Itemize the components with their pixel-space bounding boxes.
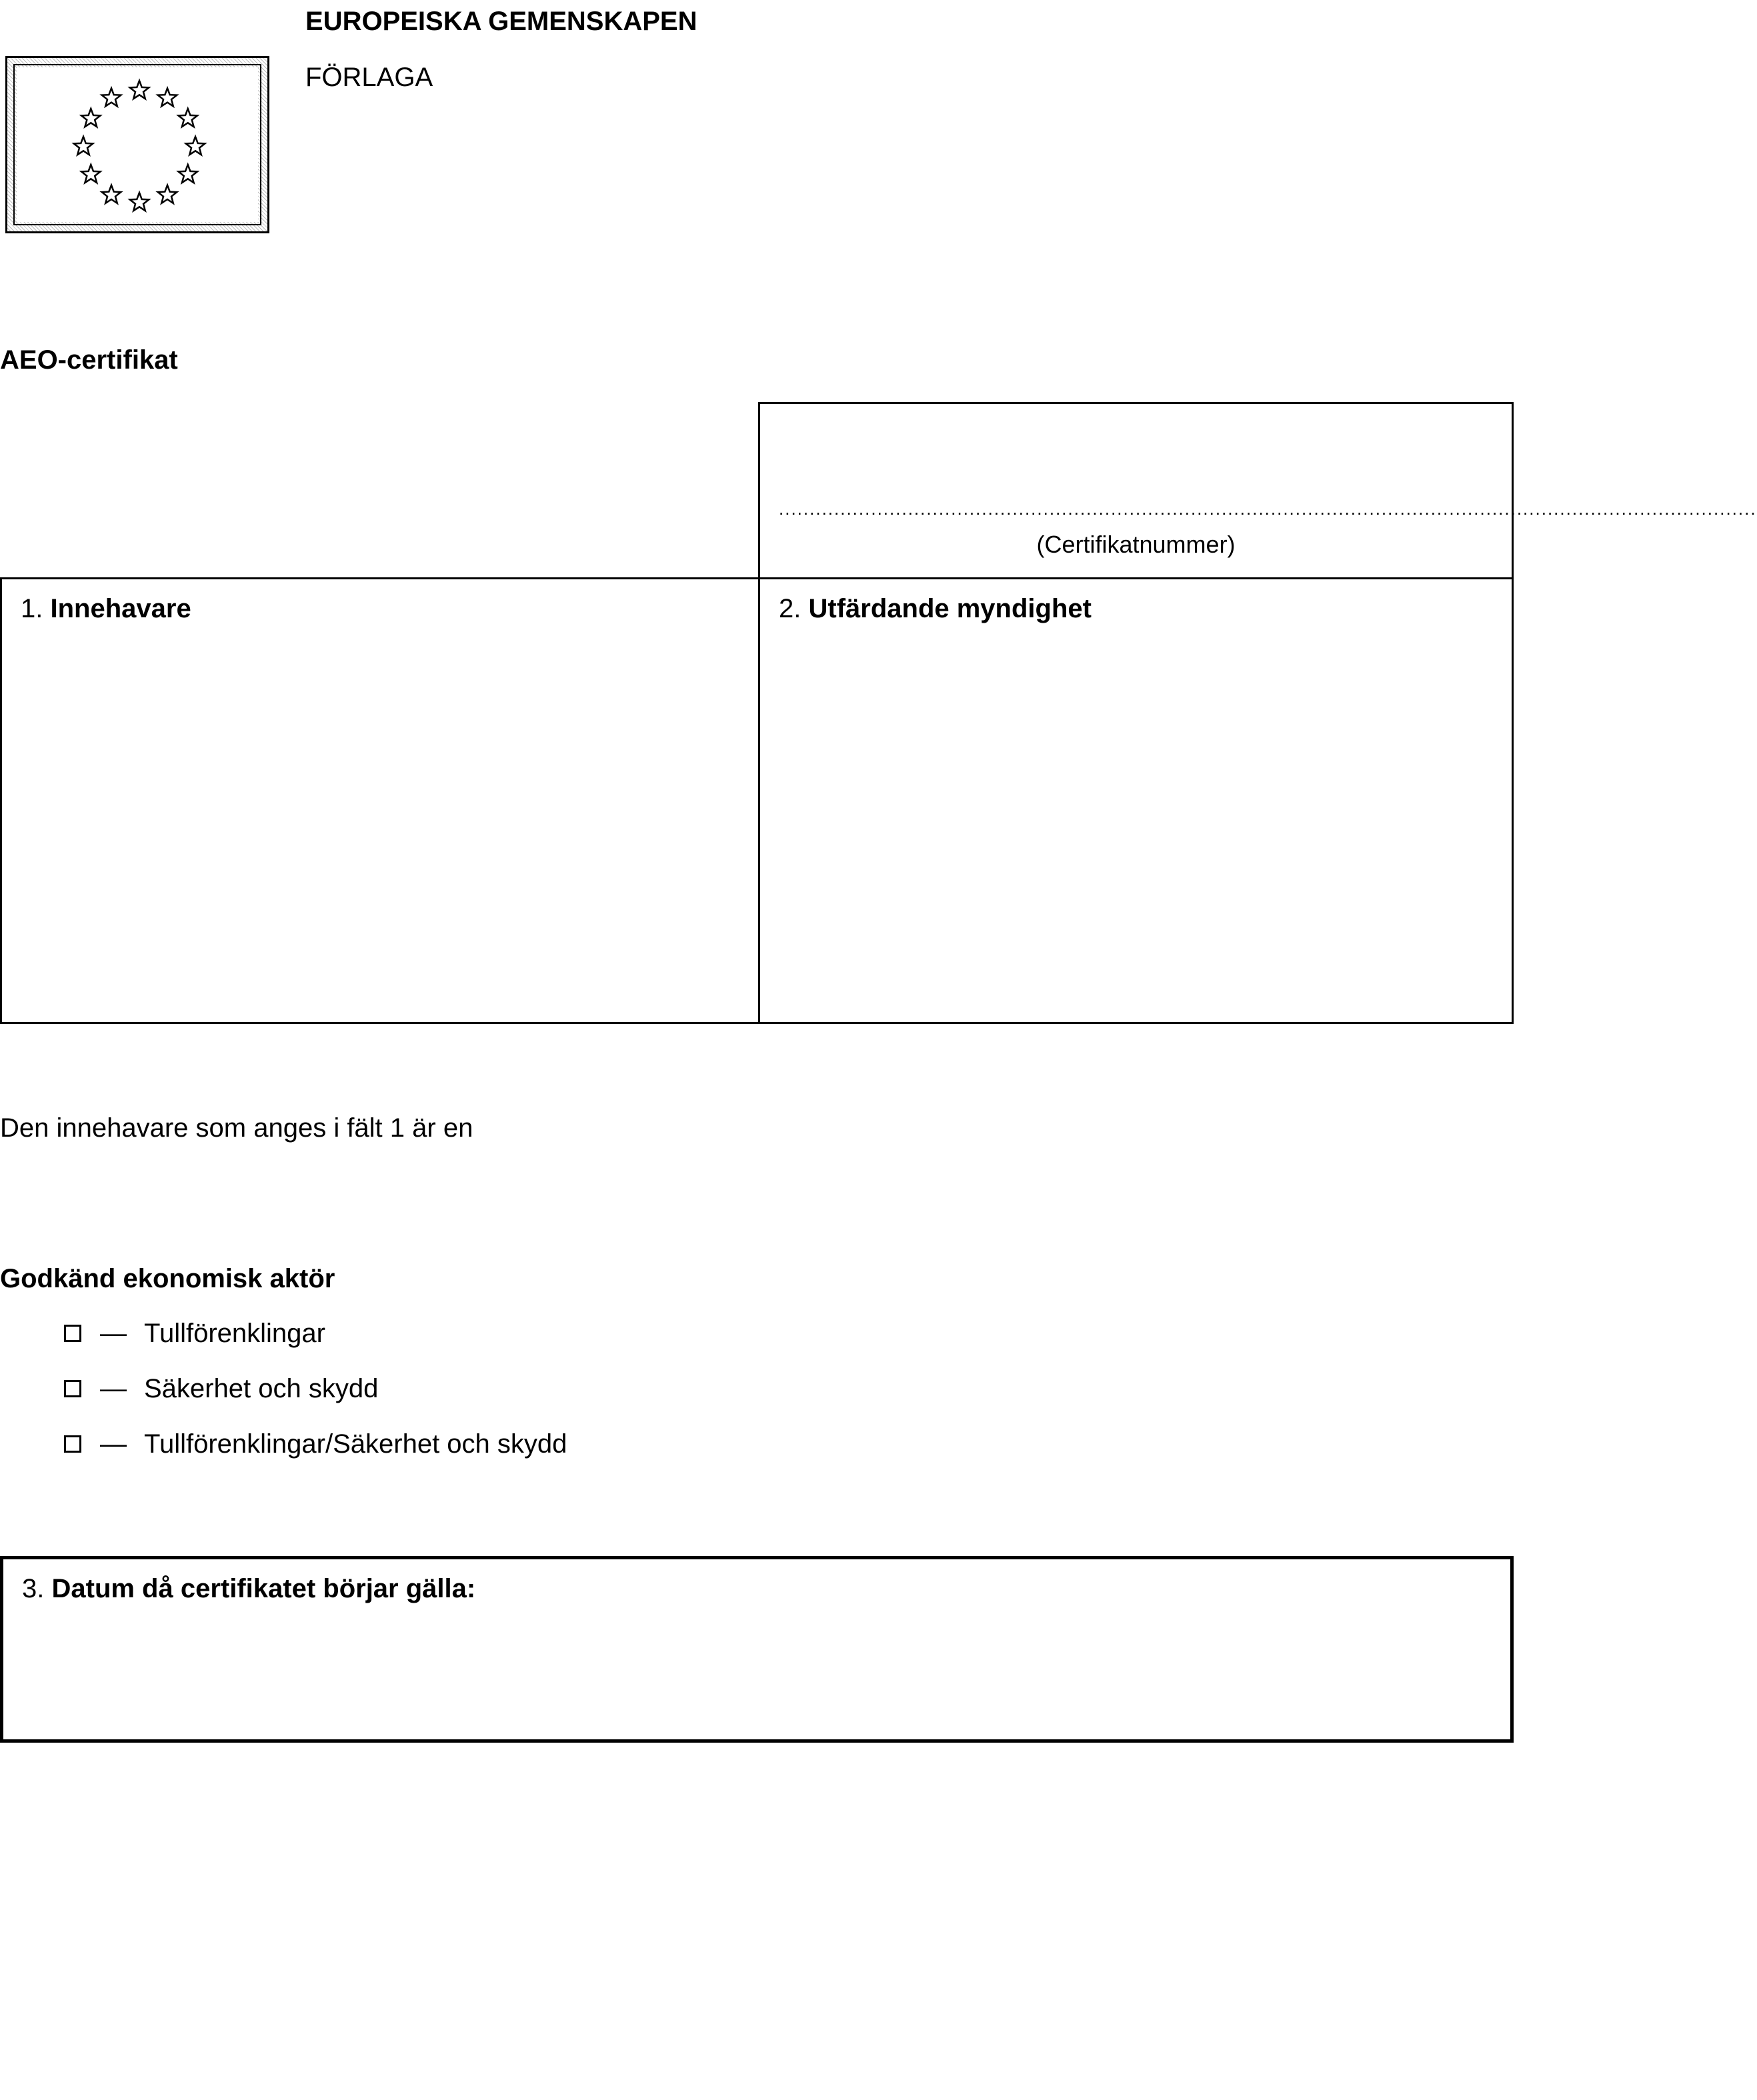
aeo-heading: Godkänd ekonomisk aktör: [0, 1264, 335, 1293]
option-label: Tullförenklingar: [144, 1318, 325, 1348]
flag-star-icon: [179, 109, 198, 127]
start-date-field-box[interactable]: [0, 1556, 1514, 1743]
option-dash: —: [100, 1429, 127, 1459]
start-date-field-title: Datum då certifikatet börjar gälla:: [51, 1574, 476, 1603]
flag-star-icon: [130, 193, 149, 211]
flag-star-icon: [81, 109, 101, 127]
certificate-title: AEO-certifikat: [0, 345, 178, 375]
flag-star-icon: [74, 137, 93, 155]
aeo-option-security-safety[interactable]: [64, 1372, 378, 1405]
holder-field-box[interactable]: [0, 577, 760, 1024]
checkbox-icon[interactable]: [64, 1325, 81, 1342]
certificate-number-caption: (Certifikatnummer): [1036, 531, 1236, 558]
authority-field-number: 2.: [779, 594, 801, 623]
holder-statement: Den innehavare som anges i fält 1 är en: [0, 1113, 473, 1143]
authority-field-label: [779, 594, 1092, 624]
eu-flag-icon: [5, 56, 269, 233]
flag-star-icon: [179, 165, 198, 183]
flag-star-icon: [81, 165, 101, 183]
flag-star-icon: [186, 137, 205, 155]
holder-field-title: Innehavare: [50, 594, 191, 623]
option-label: Säkerhet och skydd: [144, 1373, 379, 1403]
option-dash: —: [100, 1318, 127, 1348]
start-date-field-label: [22, 1574, 475, 1604]
authority-field-title: Utfärdande myndighet: [808, 594, 1092, 623]
flag-star-icon: [158, 88, 177, 106]
flag-star-icon: [158, 185, 177, 203]
aeo-option-combined[interactable]: [64, 1427, 567, 1461]
holder-field-label: [21, 594, 191, 624]
start-date-field-number: 3.: [22, 1574, 45, 1603]
aeo-option-customs-simplifications[interactable]: [64, 1317, 325, 1350]
flag-star-icon: [130, 81, 149, 99]
holder-field-number: 1.: [21, 594, 43, 623]
option-label: Tullförenklingar/Säkerhet och skydd: [144, 1429, 567, 1459]
flag-star-icon: [102, 88, 121, 106]
checkbox-icon[interactable]: [64, 1435, 81, 1453]
flag-stars: [7, 58, 271, 235]
issuing-organization: EUROPEISKA GEMENSKAPEN: [305, 7, 697, 36]
certificate-number-field[interactable]: ...............................................................................................................................................................: [779, 499, 1757, 519]
authority-field-box[interactable]: [758, 577, 1514, 1024]
checkbox-icon[interactable]: [64, 1380, 81, 1397]
option-dash: —: [100, 1373, 127, 1403]
model-label: FÖRLAGA: [305, 63, 433, 92]
flag-star-icon: [102, 185, 121, 203]
